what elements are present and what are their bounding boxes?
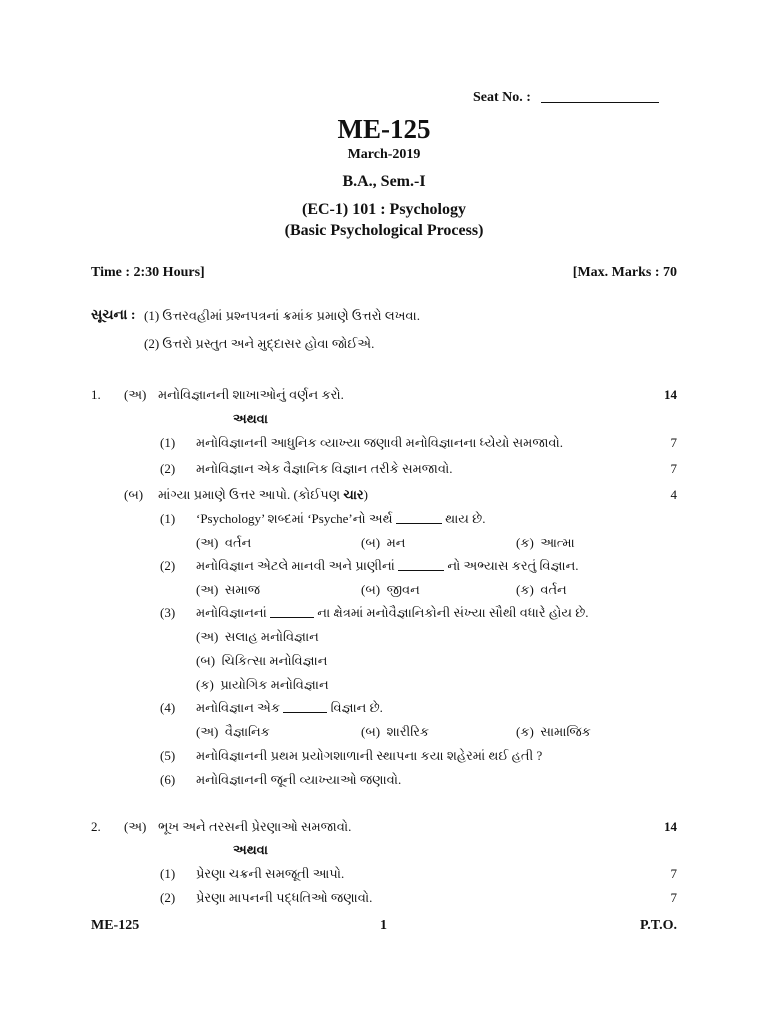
course-name: B.A., Sem.-I [342, 173, 426, 190]
sub3-number: (3) [160, 605, 176, 620]
q1-or-1-marks: 7 [670, 435, 677, 450]
option-label: (બ) [361, 535, 381, 550]
sub3-option-a [196, 630, 319, 643]
sub2-option-b [361, 583, 420, 596]
option-label: (બ) [361, 724, 381, 739]
seat-label: Seat No. : [473, 90, 531, 105]
sub3-blank [270, 606, 314, 618]
q2-or: અથવા [233, 842, 268, 857]
sub1-blank [396, 512, 442, 524]
sub4-number: (4) [160, 700, 176, 715]
footer-page-number: 1 [380, 918, 387, 933]
q1-or-2-number: (2) [160, 461, 176, 476]
option-text: શારીરિક [386, 724, 430, 739]
option-text: સામાજિક [540, 724, 591, 739]
sub1-option-c [516, 536, 575, 549]
q1b-text [158, 488, 368, 501]
q2-or-1-text: પ્રેરણા ચક્રની સમજૂતી આપો. [196, 866, 345, 881]
q2-or-1-marks: 7 [670, 866, 677, 881]
q2-or-1-number: (1) [160, 866, 176, 881]
q2-number: 2. [91, 819, 101, 834]
q1-or-2-marks: 7 [670, 461, 677, 476]
sub5-text: મનોવિજ્ઞાનની પ્રથમ પ્રયોગશાળાની સ્થાપના કયા શહેરમાં થઈ હતી ? [196, 748, 543, 763]
sub3-text [196, 606, 589, 619]
q2-or-2-number: (2) [160, 890, 176, 905]
sub4-option-b [361, 725, 429, 738]
instruction-1 [144, 309, 420, 322]
instruction-text: ઉત્તરવહીમાં પ્રશ્નપત્રનાં ક્રમાંક પ્રમાણે ઉત્તરો લખવા. [162, 308, 420, 323]
sub4-text [196, 701, 383, 714]
instruction-2 [144, 337, 374, 350]
sub2-text-post: નો અભ્યાસ કરતું વિજ્ઞાન. [447, 558, 579, 573]
sub4-option-a [196, 725, 270, 738]
paper-code: ME-125 [337, 114, 431, 144]
sub1-number: (1) [160, 511, 176, 526]
paper-subtitle: (Basic Psychological Process) [284, 222, 484, 239]
exam-date: March-2019 [347, 147, 421, 162]
q1-or-1-number: (1) [160, 435, 176, 450]
footer-code: ME-125 [91, 918, 140, 933]
seat-blank [541, 90, 659, 103]
q1-or-2-text: મનોવિજ્ઞાન એક વૈજ્ઞાનિક વિજ્ઞાન તરીકે સમજાવો. [196, 461, 453, 476]
option-text: વૈજ્ઞાનિક [224, 724, 270, 739]
q1a-marks: 14 [664, 387, 677, 402]
sub1-option-a [196, 536, 251, 549]
sub4-text-post: વિજ્ઞાન છે. [330, 700, 383, 715]
sub2-blank [398, 559, 444, 571]
option-text: ચિકિત્સા મનોવિજ્ઞાન [221, 653, 328, 668]
option-label: (અ) [196, 582, 219, 597]
sub6-text: મનોવિજ્ઞાનની જૂની વ્યાખ્યાઓ જણાવો. [196, 772, 402, 787]
option-text: આત્મા [540, 535, 575, 550]
sub4-option-c [516, 725, 591, 738]
sub2-text [196, 559, 579, 572]
option-label: (ક) [196, 677, 214, 692]
option-label: (ક) [516, 724, 534, 739]
sub2-option-c [516, 583, 567, 596]
paper-title: (EC-1) 101 : Psychology [302, 201, 466, 218]
option-text: મન [386, 535, 406, 550]
option-label: (બ) [196, 653, 216, 668]
time-info: Time : 2:30 Hours] [91, 265, 205, 280]
option-text: વર્તન [224, 535, 252, 550]
footer-pto: P.T.O. [640, 918, 677, 933]
sub3-text-pre: મનોવિજ્ઞાનનાં [196, 605, 267, 620]
option-text: સલાહ મનોવિજ્ઞાન [224, 629, 319, 644]
option-text: વર્તન [540, 582, 567, 597]
max-marks: [Max. Marks : 70 [572, 265, 677, 280]
sub1-text-post: થાય છે. [445, 511, 486, 526]
option-label: (ક) [516, 535, 534, 550]
q1-number: 1. [91, 387, 101, 402]
q1b-text-post: ) [363, 487, 368, 502]
sub4-blank [283, 701, 327, 713]
q1a-text: મનોવિજ્ઞાનની શાખાઓનું વર્ણન કરો. [158, 387, 344, 402]
sub2-option-a [196, 583, 260, 596]
instruction-text: ઉત્તરો પ્રસ્તુત અને મુદ્દાસર હોવા જોઈએ. [162, 336, 375, 351]
option-label: (બ) [361, 582, 381, 597]
option-text: જીવન [386, 582, 420, 597]
option-text: સમાજ [224, 582, 261, 597]
instructions-label: સૂચના : [91, 308, 136, 323]
sub1-text-pre: ‘Psychology’ શબ્દમાં ‘Psyche’નો અર્થ [196, 511, 393, 526]
q1b-text-pre: માંગ્યા પ્રમાણે ઉત્તર આપો. (કોઈપણ [158, 487, 341, 502]
sub2-number: (2) [160, 558, 176, 573]
q1b-label: (બ) [124, 487, 144, 502]
sub1-option-b [361, 536, 405, 549]
option-label: (અ) [196, 724, 219, 739]
q1b-marks: 4 [670, 487, 677, 502]
instruction-number: (2) [144, 336, 160, 351]
q1a-label: (અ) [124, 387, 147, 402]
seat-number [473, 90, 659, 105]
option-text: પ્રાયોગિક મનોવિજ્ઞાન [220, 677, 329, 692]
sub6-number: (6) [160, 772, 176, 787]
option-label: (ક) [516, 582, 534, 597]
sub1-text [196, 512, 485, 525]
q2a-text: ભૂખ અને તરસની પ્રેરણાઓ સમજાવો. [158, 819, 352, 834]
option-label: (અ) [196, 535, 219, 550]
option-label: (અ) [196, 629, 219, 644]
sub3-text-post: ના ક્ષેત્રમાં મનોવૈજ્ઞાનિકોની સંખ્યા સૌથી વધારે હોય છે. [317, 605, 589, 620]
q2a-marks: 14 [664, 819, 677, 834]
sub3-option-b [196, 654, 327, 667]
sub2-text-pre: મનોવિજ્ઞાન એટલે માનવી અને પ્રાણીનાં [196, 558, 395, 573]
sub5-number: (5) [160, 748, 176, 763]
q2-or-2-text: પ્રેરણા માપનની પદ્ધતિઓ જણાવો. [196, 890, 373, 905]
instruction-number: (1) [144, 308, 160, 323]
q1-or-1-text: મનોવિજ્ઞાનની આધુનિક વ્યાખ્યા જણાવી મનોવિજ્ઞાનના ધ્યેયો સમજાવો. [196, 435, 563, 450]
q1b-text-bold: ચાર [343, 487, 364, 502]
q1-or: અથવા [233, 411, 268, 426]
sub3-option-c [196, 678, 329, 691]
q2a-label: (અ) [124, 819, 147, 834]
sub4-text-pre: મનોવિજ્ઞાન એક [196, 700, 281, 715]
q2-or-2-marks: 7 [670, 890, 677, 905]
